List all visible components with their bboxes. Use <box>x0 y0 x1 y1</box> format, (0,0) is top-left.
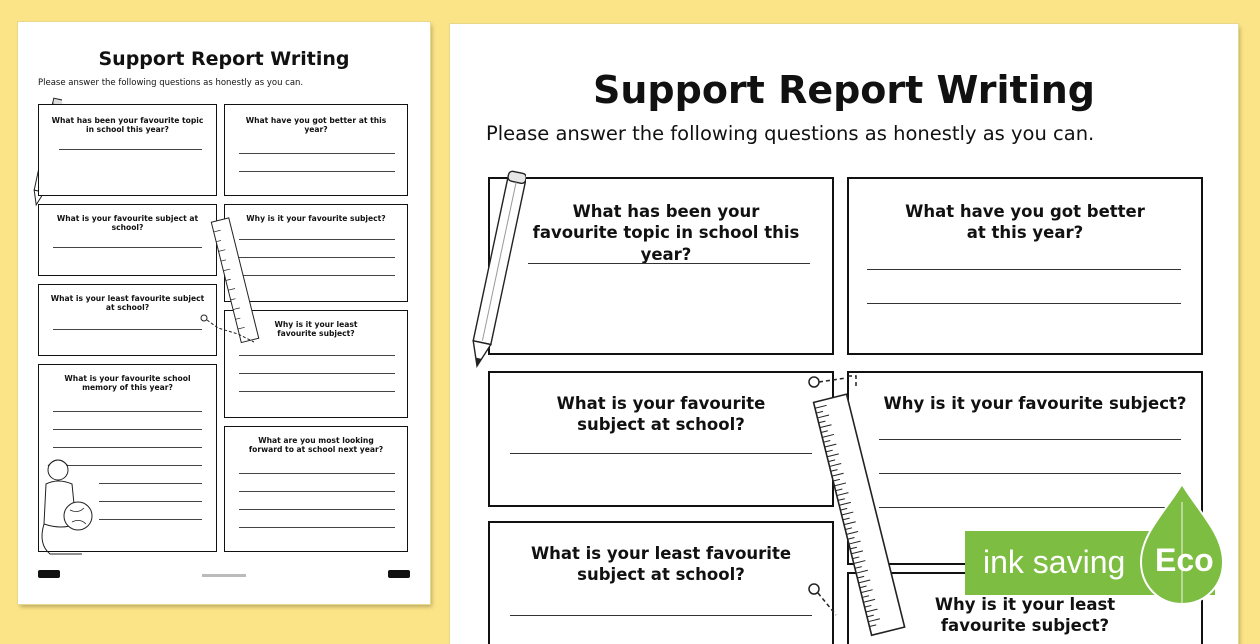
answer-line[interactable] <box>239 171 395 172</box>
question-box[interactable] <box>488 177 834 355</box>
question-box[interactable] <box>488 521 834 644</box>
twinkl-logo <box>388 570 410 578</box>
question-box[interactable] <box>38 284 217 356</box>
answer-line[interactable] <box>53 247 202 248</box>
answer-line[interactable] <box>99 501 202 502</box>
answer-line[interactable] <box>99 519 202 520</box>
answer-line[interactable] <box>59 149 202 150</box>
question-text: What have you got better at this year? <box>245 116 387 135</box>
question-box[interactable] <box>847 177 1203 355</box>
question-box[interactable] <box>224 104 408 196</box>
ink-saving-eco-badge <box>965 482 1255 612</box>
answer-line[interactable] <box>239 491 395 492</box>
answer-line[interactable] <box>239 355 395 356</box>
answer-line[interactable] <box>528 263 810 264</box>
worksheet-title: Support Report Writing <box>593 68 1095 112</box>
question-text: What is your least favourite subject at school? <box>530 544 792 585</box>
question-box[interactable] <box>38 104 217 196</box>
answer-line[interactable] <box>239 473 395 474</box>
worksheet-instruction: Please answer the following questions as honestly as you can. <box>38 78 304 88</box>
worksheet-thumbnail[interactable] <box>18 22 430 604</box>
scissors-icon <box>198 312 258 352</box>
answer-line[interactable] <box>53 447 202 448</box>
answer-line[interactable] <box>510 615 812 616</box>
badge-text: ink saving <box>983 544 1126 580</box>
answer-line[interactable] <box>879 439 1181 440</box>
answer-line[interactable] <box>510 453 812 454</box>
answer-line[interactable] <box>99 483 202 484</box>
question-box[interactable] <box>488 371 834 507</box>
scissors-icon <box>806 372 866 402</box>
question-text: What is your favourite subject at school? <box>56 214 199 233</box>
answer-line[interactable] <box>867 303 1181 304</box>
footer-url <box>202 574 246 577</box>
question-text: What is your favourite subject at school? <box>556 394 766 435</box>
question-text: What has been your favourite topic in school this year? <box>532 202 800 264</box>
question-text: Why is it your least favourite subject? <box>274 320 358 339</box>
worksheet-title: Support Report Writing <box>98 48 350 70</box>
question-text: Why is it your favourite subject? <box>883 394 1187 413</box>
question-text: What is your favourite school memory of this year? <box>64 374 191 393</box>
twinkl-logo <box>38 570 60 578</box>
answer-line[interactable] <box>239 509 395 510</box>
badge-label: Eco <box>1155 542 1214 578</box>
answer-line[interactable] <box>239 373 395 374</box>
question-box[interactable] <box>224 426 408 552</box>
answer-line[interactable] <box>239 527 395 528</box>
pencil-icon <box>466 162 526 382</box>
answer-line[interactable] <box>53 329 202 330</box>
question-text: What is your least favourite subject at school? <box>50 294 205 313</box>
answer-line[interactable] <box>879 473 1181 474</box>
answer-line[interactable] <box>239 153 395 154</box>
question-text: What has been your favourite topic in school this year? <box>51 116 204 135</box>
question-box[interactable] <box>38 204 217 276</box>
worksheet-instruction: Please answer the following questions as honestly as you can. <box>486 122 1095 145</box>
answer-line[interactable] <box>53 429 202 430</box>
question-text: What have you got better at this year? <box>905 202 1145 243</box>
child-with-globe-illustration <box>32 454 102 564</box>
answer-line[interactable] <box>53 411 202 412</box>
scissors-icon <box>806 579 856 629</box>
answer-line[interactable] <box>239 391 395 392</box>
question-text: Why is it your least favourite subject? <box>934 595 1116 636</box>
question-text: What are you most looking forward to at school next year? <box>248 436 384 455</box>
answer-line[interactable] <box>867 269 1181 270</box>
question-text: Why is it your favourite subject? <box>246 214 386 223</box>
